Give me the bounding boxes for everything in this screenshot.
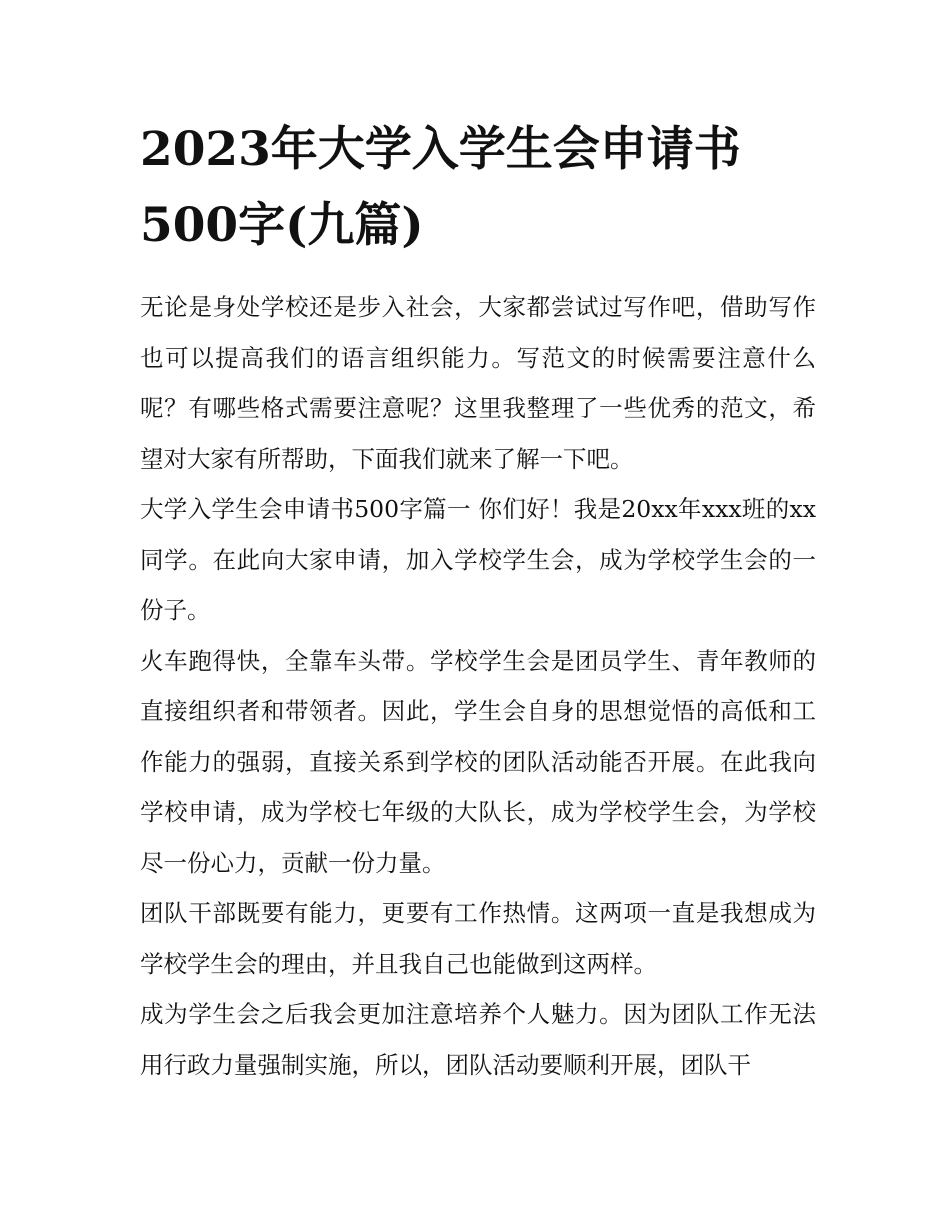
paragraph-greeting: 大学入学生会申请书500字篇一 你们好！我是20xx年xxx班的xx同学。在此向大家申请，加入学校学生会，成为学校学生会的一份子。 (140, 495, 816, 624)
paragraph-intro: 无论是身处学校还是步入社会，大家都尝试过写作吧，借助写作也可以提高我们的语言组织能力。写范文的时候需要注意什么呢？有哪些格式需要注意呢？这里我整理了一些优秀的范文，希望对大家有所帮助，下面我们就来了解一下吧。 (140, 293, 816, 473)
paragraph-role: 火车跑得快，全靠车头带。学校学生会是团员学生、青年教师的直接组织者和带领者。因此，学生会自身的思想觉悟的高低和工作能力的强弱，直接关系到学校的团队活动能否开展。在此我向学校申请，成为学校七年级的大队长，成为学校学生会，为学校尽一份心力，贡献一份力量。 (140, 646, 816, 877)
document-page (140, 112, 816, 1090)
paragraph-enthusiasm: 团队干部既要有能力，更要有工作热情。这两项一直是我想成为学校学生会的理由，并且我自己也能做到这两样。 (140, 899, 816, 978)
paragraph-charisma: 成为学生会之后我会更加注意培养个人魅力。因为团队工作无法用行政力量强制实施，所以，团队活动要顺利开展，团队干 (140, 1000, 816, 1079)
document-title: 2023年大学入学生会申请书500字(九篇) (140, 122, 741, 253)
